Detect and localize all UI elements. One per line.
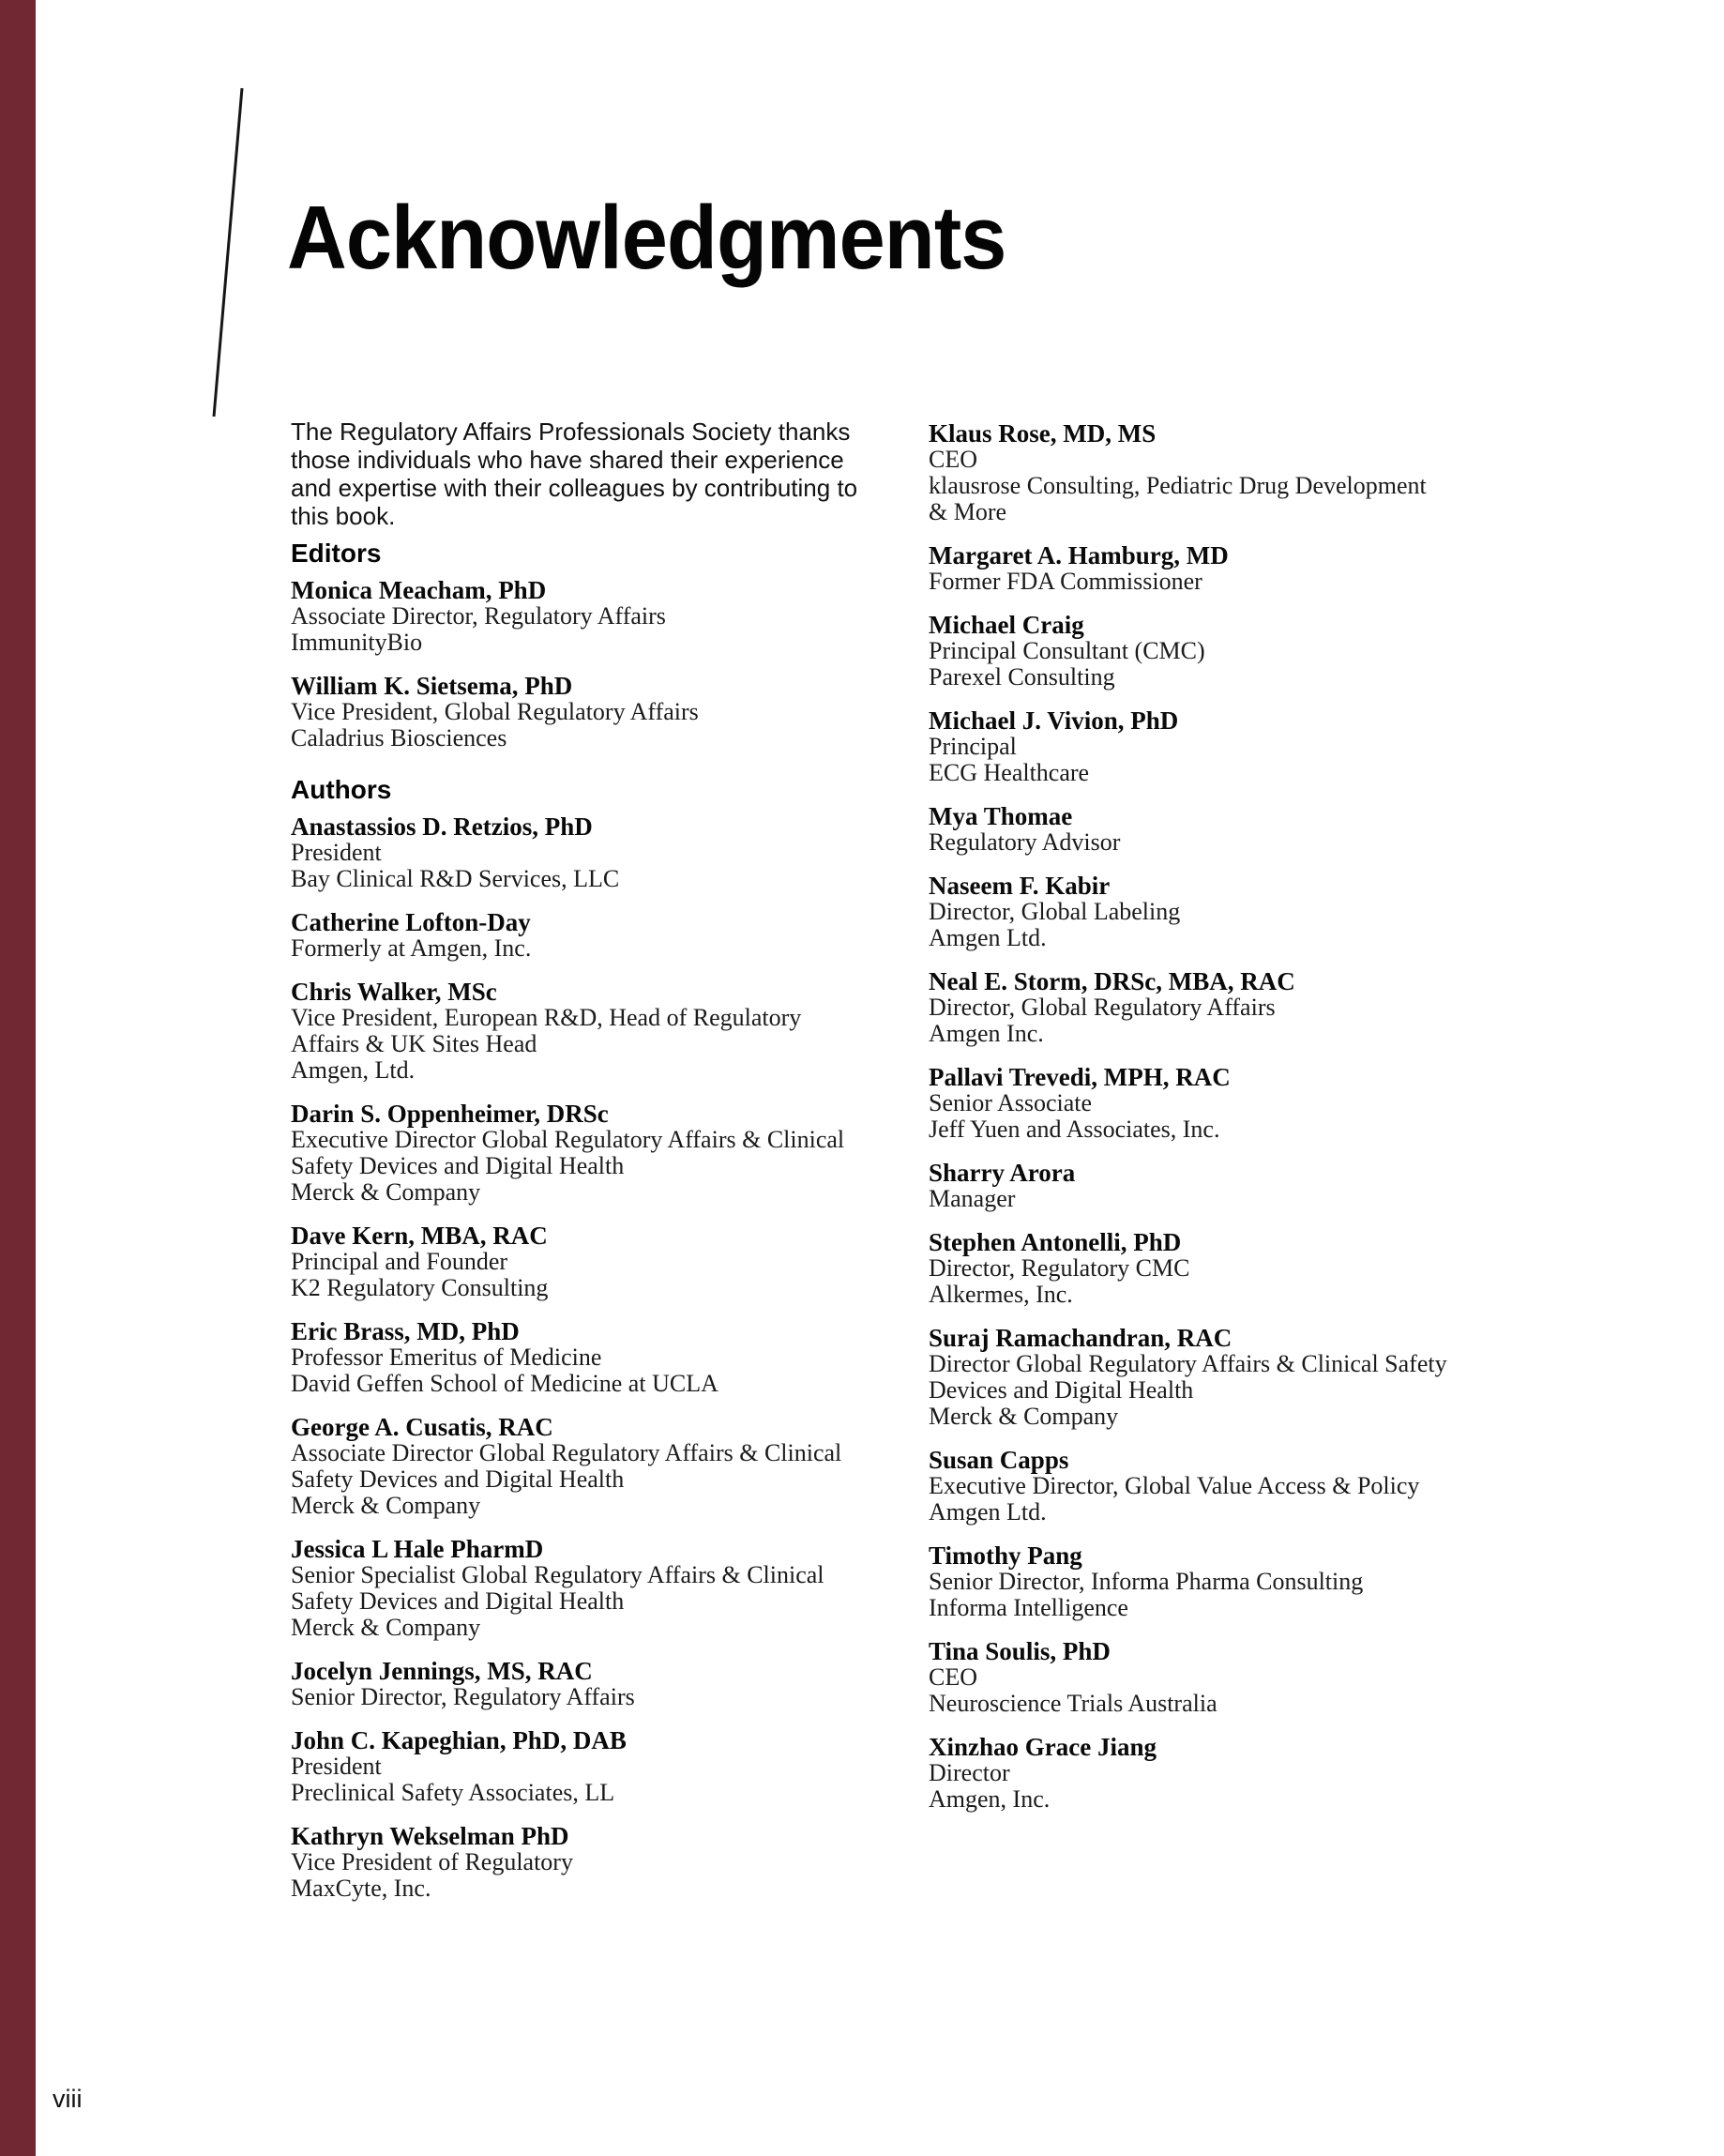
person-detail-line: Director (929, 1759, 1010, 1786)
person-detail-line: Professor Emeritus of Medicine (291, 1344, 602, 1371)
person-entry (929, 1229, 1585, 1308)
person-entry (291, 1318, 915, 1397)
person-detail-line: President (291, 1753, 382, 1780)
person-entry (929, 1064, 1585, 1143)
person-name: Sharry Arora (929, 1159, 1076, 1187)
person-detail-line: Safety Devices and Digital Health (291, 1587, 625, 1615)
person-detail-line: Former FDA Commissioner (929, 568, 1202, 595)
person-name: Jocelyn Jennings, MS, RAC (291, 1657, 593, 1685)
person-entry (291, 1414, 915, 1519)
person-name: Kathryn Wekselman PhD (291, 1822, 569, 1850)
person-detail-line: ECG Healthcare (929, 759, 1090, 786)
person-detail-line: Amgen, Ltd. (291, 1056, 416, 1084)
person-entry (929, 1160, 1585, 1212)
person-detail-line: & More (929, 498, 1007, 525)
person-name: Darin S. Oppenheimer, DRSc (291, 1100, 609, 1128)
person-detail-line: Merck & Company (291, 1178, 481, 1206)
person-detail-line: Merck & Company (291, 1614, 481, 1641)
person-detail-line: Principal (929, 733, 1017, 760)
page-number: viii (53, 2085, 83, 2113)
person-name: Stephen Antonelli, PhD (929, 1228, 1182, 1256)
person-detail-line: Vice President of Regulatory (291, 1848, 573, 1875)
intro-line: The Regulatory Affairs Professionals Society thanks (291, 418, 851, 446)
person-detail-line: Preclinical Safety Associates, LL (291, 1779, 615, 1806)
person-detail-line: Manager (929, 1185, 1016, 1212)
section-heading-editors: Editors (291, 539, 382, 568)
person-detail-line: Associate Director Global Regulatory Affairs & Clinical (291, 1439, 842, 1466)
intro-line: this book. (291, 502, 396, 530)
person-detail-line: Merck & Company (291, 1492, 481, 1519)
person-detail-line: Senior Specialist Global Regulatory Affairs & Clinical (291, 1561, 824, 1588)
person-name: Klaus Rose, MD, MS (929, 419, 1157, 448)
person-detail-line: Director, Regulatory CMC (929, 1254, 1190, 1282)
person-detail-line: Formerly at Amgen, Inc. (291, 934, 532, 962)
left-column (291, 418, 915, 1919)
person-detail-line: Amgen Inc. (929, 1020, 1044, 1047)
person-detail-line: Director, Global Labeling (929, 898, 1181, 925)
page-title: Acknowledgments (287, 188, 1006, 288)
person-detail-line: Senior Director, Regulatory Affairs (291, 1683, 635, 1710)
person-detail-line: Parexel Consulting (929, 663, 1115, 691)
person-detail-line: David Geffen School of Medicine at UCLA (291, 1370, 718, 1397)
person-detail-line: Principal Consultant (CMC) (929, 637, 1205, 664)
person-detail-line: Amgen Ltd. (929, 924, 1047, 951)
person-detail-line: Senior Director, Informa Pharma Consulting (929, 1568, 1364, 1595)
person-entry (929, 1325, 1585, 1430)
section-heading-authors: Authors (291, 775, 392, 804)
person-detail-line: Principal and Founder (291, 1248, 508, 1275)
person-detail-line: Affairs & UK Sites Head (291, 1030, 537, 1057)
person-name: Susan Capps (929, 1446, 1069, 1474)
person-name: Xinzhao Grace Jiang (929, 1733, 1157, 1761)
person-entry (929, 1447, 1585, 1526)
person-name: Anastassios D. Retzios, PhD (291, 812, 593, 841)
person-entry (929, 707, 1585, 786)
person-detail-line: MaxCyte, Inc. (291, 1875, 431, 1902)
person-detail-line: Caladrius Biosciences (291, 724, 507, 752)
person-entry (291, 1536, 915, 1641)
contributor-sections (291, 539, 915, 1902)
person-entry (929, 542, 1585, 595)
person-detail-line: CEO (929, 446, 977, 473)
person-entry (291, 813, 915, 892)
person-detail-line: Amgen Ltd. (929, 1498, 1047, 1526)
person-entry (929, 968, 1585, 1047)
person-entry (291, 673, 915, 752)
person-name: George A. Cusatis, RAC (291, 1413, 553, 1441)
person-name: Pallavi Trevedi, MPH, RAC (929, 1063, 1231, 1091)
person-detail-line: Safety Devices and Digital Health (291, 1465, 625, 1493)
person-detail-line: ImmunityBio (291, 629, 423, 656)
person-detail-line: Associate Director, Regulatory Affairs (291, 602, 666, 630)
person-entry (291, 909, 915, 962)
person-name: Margaret A. Hamburg, MD (929, 541, 1229, 569)
person-entry (291, 1727, 915, 1806)
person-name: Michael J. Vivion, PhD (929, 706, 1179, 735)
person-detail-line: Jeff Yuen and Associates, Inc. (929, 1116, 1220, 1143)
person-name: Jessica L Hale PharmD (291, 1535, 544, 1563)
person-name: Suraj Ramachandran, RAC (929, 1324, 1233, 1352)
person-name: Neal E. Storm, DRSc, MBA, RAC (929, 967, 1295, 995)
person-entry (929, 420, 1585, 525)
intro-line: those individuals who have shared their experience (291, 446, 844, 474)
person-detail-line: Vice President, Global Regulatory Affairs (291, 698, 699, 725)
person-name: Mya Thomae (929, 802, 1073, 830)
person-detail-line: Neuroscience Trials Australia (929, 1690, 1217, 1717)
intro-paragraph (291, 418, 915, 530)
person-detail-line: Director Global Regulatory Affairs & Clinical Safety (929, 1350, 1447, 1377)
intro-line: and expertise with their colleagues by contributing to (291, 474, 858, 502)
person-entry (929, 612, 1585, 691)
person-entry (291, 1658, 915, 1710)
person-detail-line: Bay Clinical R&D Services, LLC (291, 865, 620, 892)
person-detail-line: Safety Devices and Digital Health (291, 1152, 625, 1179)
person-name: Eric Brass, MD, PhD (291, 1317, 520, 1345)
person-detail-line: Amgen, Inc. (929, 1785, 1051, 1813)
diagonal-rule (199, 83, 255, 430)
person-detail-line: Merck & Company (929, 1403, 1119, 1430)
person-name: William K. Sietsema, PhD (291, 672, 573, 700)
right-column (929, 420, 1585, 1830)
person-name: John C. Kapeghian, PhD, DAB (291, 1726, 627, 1754)
person-name: Michael Craig (929, 611, 1084, 639)
page-edge-accent-bar (0, 0, 36, 2156)
person-entry (291, 1101, 915, 1206)
person-entry (291, 1823, 915, 1902)
person-detail-line: Vice President, European R&D, Head of Regulatory (291, 1004, 802, 1031)
person-name: Tina Soulis, PhD (929, 1637, 1111, 1665)
person-detail-line: Informa Intelligence (929, 1594, 1128, 1621)
person-detail-line: Devices and Digital Health (929, 1376, 1194, 1404)
person-detail-line: klausrose Consulting, Pediatric Drug Development (929, 472, 1427, 499)
person-name: Monica Meacham, PhD (291, 576, 547, 604)
person-entry (929, 1734, 1585, 1813)
person-detail-line: K2 Regulatory Consulting (291, 1274, 549, 1301)
person-detail-line: Senior Associate (929, 1089, 1093, 1116)
person-name: Timothy Pang (929, 1541, 1082, 1570)
person-entry (929, 873, 1585, 951)
person-entry (929, 1542, 1585, 1621)
person-name: Catherine Lofton-Day (291, 908, 531, 936)
person-detail-line: Executive Director, Global Value Access & Policy (929, 1472, 1420, 1499)
person-detail-line: CEO (929, 1663, 977, 1691)
person-entry (929, 1638, 1585, 1717)
person-name: Naseem F. Kabir (929, 872, 1111, 900)
person-detail-line: Director, Global Regulatory Affairs (929, 994, 1276, 1021)
person-name: Dave Kern, MBA, RAC (291, 1222, 548, 1250)
person-entry (291, 979, 915, 1084)
person-name: Chris Walker, MSc (291, 978, 497, 1006)
person-entry (929, 803, 1585, 856)
person-detail-line: Regulatory Advisor (929, 828, 1121, 856)
person-detail-line: Executive Director Global Regulatory Affairs & Clinical (291, 1126, 845, 1153)
person-detail-line: President (291, 839, 382, 866)
person-entry (291, 1222, 915, 1301)
person-detail-line: Alkermes, Inc. (929, 1281, 1073, 1308)
person-entry (291, 577, 915, 656)
